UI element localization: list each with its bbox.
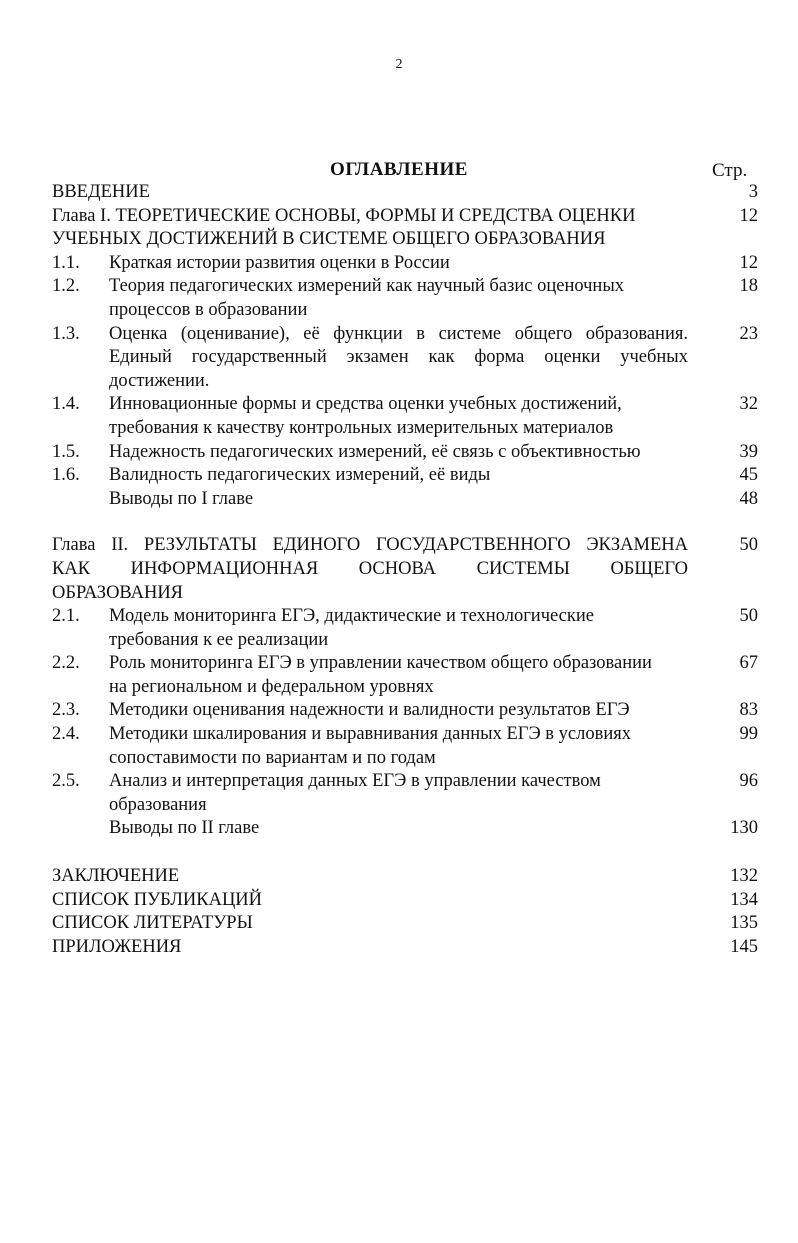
section-title-line: Инновационные формы и средства оценки учебных достижений, — [109, 394, 622, 415]
section-title — [109, 652, 718, 699]
toc-section-2-1 — [52, 605, 758, 652]
table-of-contents — [52, 181, 758, 959]
section-title-line: Методики шкалирования и выравнивания данных ЕГЭ в условиях — [109, 724, 631, 745]
toc-entry-page: 134 — [730, 889, 758, 910]
toc-entry-page: 12 — [739, 252, 758, 273]
section-title: Выводы по I главе — [109, 488, 254, 509]
toc-entry-page: 32 — [739, 394, 758, 415]
toc-entry-title: ПРИЛОЖЕНИЯ — [52, 936, 182, 957]
toc-entry-page: 18 — [739, 276, 758, 297]
toc-entry-page: 145 — [730, 936, 758, 957]
toc-entry-publications — [52, 889, 758, 913]
section-title — [109, 441, 718, 465]
toc-entry-page: 135 — [730, 913, 758, 934]
chapter-title — [52, 534, 718, 605]
section-number-empty — [52, 817, 109, 841]
toc-section-2-2 — [52, 652, 758, 699]
section-title-line: требования к качеству контрольных измерительных материалов — [109, 417, 614, 438]
toc-entry-references — [52, 912, 758, 936]
section-number: 2.4. — [52, 724, 80, 745]
chapter-title — [52, 205, 718, 252]
chapter-title-line: Глава I. ТЕОРЕТИЧЕСКИЕ ОСНОВЫ, ФОРМЫ И СРЕДСТВА ОЦЕНКИ — [52, 205, 636, 226]
toc-entry-page: 3 — [748, 182, 758, 202]
page-number: 2 — [395, 57, 403, 72]
section-number: 1.4. — [52, 394, 80, 415]
section-number-empty — [52, 488, 109, 512]
toc-entry-page: 67 — [739, 653, 758, 674]
toc-section-1-5 — [52, 441, 758, 465]
toc-section-1-2 — [52, 275, 758, 322]
toc-entry-title: ЗАКЛЮЧЕНИЕ — [52, 866, 180, 887]
toc-section-1-1 — [52, 252, 758, 276]
section-title — [109, 275, 718, 322]
toc-entry-page: 45 — [739, 465, 758, 486]
section-number: 2.3. — [52, 700, 80, 721]
toc-entry-page: 50 — [739, 535, 758, 556]
section-title-line: Надежность педагогических измерений, её связь с объективностью — [109, 441, 641, 462]
section-number: 2.5. — [52, 771, 80, 792]
toc-entry-page: 96 — [739, 771, 758, 792]
toc-entry-title: СПИСОК ЛИТЕРАТУРЫ — [52, 913, 253, 934]
toc-entry-page: 12 — [739, 205, 758, 226]
section-title-line: Оценка (оценивание), её функции в системе общего образования. — [109, 323, 688, 344]
section-number: 2.1. — [52, 606, 80, 627]
toc-entry-page: 39 — [739, 441, 758, 462]
toc-section-1-3 — [52, 323, 758, 394]
page-column-header: Стр. — [712, 160, 748, 181]
toc-entry-appendices — [52, 936, 758, 960]
section-title-line: на региональном и федеральном уровнях — [109, 676, 434, 697]
section-number: 1.6. — [52, 465, 80, 486]
section-title: Выводы по II главе — [109, 818, 260, 839]
toc-chapter-2 — [52, 534, 758, 605]
toc-entry-introduction — [52, 181, 758, 205]
section-title — [109, 723, 718, 770]
toc-chapter-1 — [52, 205, 758, 252]
section-title-line: Методики оценивания надежности и валидности результатов ЕГЭ — [109, 700, 630, 721]
section-title-line: Теория педагогических измерений как научный базис оценочных — [109, 276, 625, 297]
toc-section-2-5 — [52, 770, 758, 817]
section-title-line: достижении. — [109, 370, 210, 391]
chapter-title-line: ОБРАЗОВАНИЯ — [52, 582, 184, 603]
toc-section-2-4 — [52, 723, 758, 770]
chapter-title-line: Глава II. РЕЗУЛЬТАТЫ ЕДИНОГО ГОСУДАРСТВЕННОГО ЭКЗАМЕНА — [52, 535, 688, 556]
toc-entry-page: 132 — [730, 866, 758, 887]
section-title — [109, 464, 718, 488]
section-number: 1.1. — [52, 252, 80, 273]
toc-chapter-1-conclusion — [52, 488, 758, 512]
section-title — [109, 252, 718, 276]
section-title-line: требования к ее реализации — [109, 629, 329, 650]
section-title-line: Единый государственный экзамен как форма оценки учебных — [109, 347, 688, 368]
section-number: 1.3. — [52, 323, 80, 344]
chapter-title-line: КАК ИНФОРМАЦИОННАЯ ОСНОВА СИСТЕМЫ ОБЩЕГО — [52, 558, 688, 579]
section-title-line: Роль мониторинга ЕГЭ в управлении качеством общего образовании — [109, 653, 652, 674]
toc-entry-title: ВВЕДЕНИЕ — [52, 182, 150, 202]
toc-heading: ОГЛАВЛЕНИЕ — [330, 159, 468, 180]
toc-entry-page: 99 — [739, 724, 758, 745]
toc-entry-page: 50 — [739, 606, 758, 627]
section-title-line: Модель мониторинга ЕГЭ, дидактические и технологические — [109, 606, 594, 627]
toc-entry-conclusion — [52, 865, 758, 889]
section-title-line: процессов в образовании — [109, 299, 308, 320]
toc-section-1-4 — [52, 393, 758, 440]
chapter-title-line: УЧЕБНЫХ ДОСТИЖЕНИЙ В СИСТЕМЕ ОБЩЕГО ОБРАЗОВАНИЯ — [52, 229, 606, 250]
section-title — [109, 605, 718, 652]
section-title — [109, 393, 718, 440]
section-title — [109, 323, 718, 394]
toc-entry-page: 83 — [739, 700, 758, 721]
toc-chapter-2-conclusion — [52, 817, 758, 841]
section-title — [109, 770, 718, 817]
toc-entry-title: СПИСОК ПУБЛИКАЦИЙ — [52, 889, 263, 910]
toc-entry-page: 23 — [739, 323, 758, 344]
toc-section-1-6 — [52, 464, 758, 488]
toc-entry-page: 48 — [739, 488, 758, 509]
section-title-line: Краткая истории развития оценки в России — [109, 252, 450, 273]
toc-entry-page: 130 — [730, 818, 758, 839]
section-title-line: Анализ и интерпретация данных ЕГЭ в управлении качеством — [109, 771, 601, 792]
section-number: 2.2. — [52, 653, 80, 674]
section-title-line: образования — [109, 794, 207, 815]
section-title — [109, 699, 718, 723]
toc-section-2-3 — [52, 699, 758, 723]
section-title-line: сопоставимости по вариантам и по годам — [109, 747, 436, 768]
section-number: 1.5. — [52, 441, 80, 462]
section-number: 1.2. — [52, 276, 80, 297]
section-title-line: Валидность педагогических измерений, её виды — [109, 465, 491, 486]
